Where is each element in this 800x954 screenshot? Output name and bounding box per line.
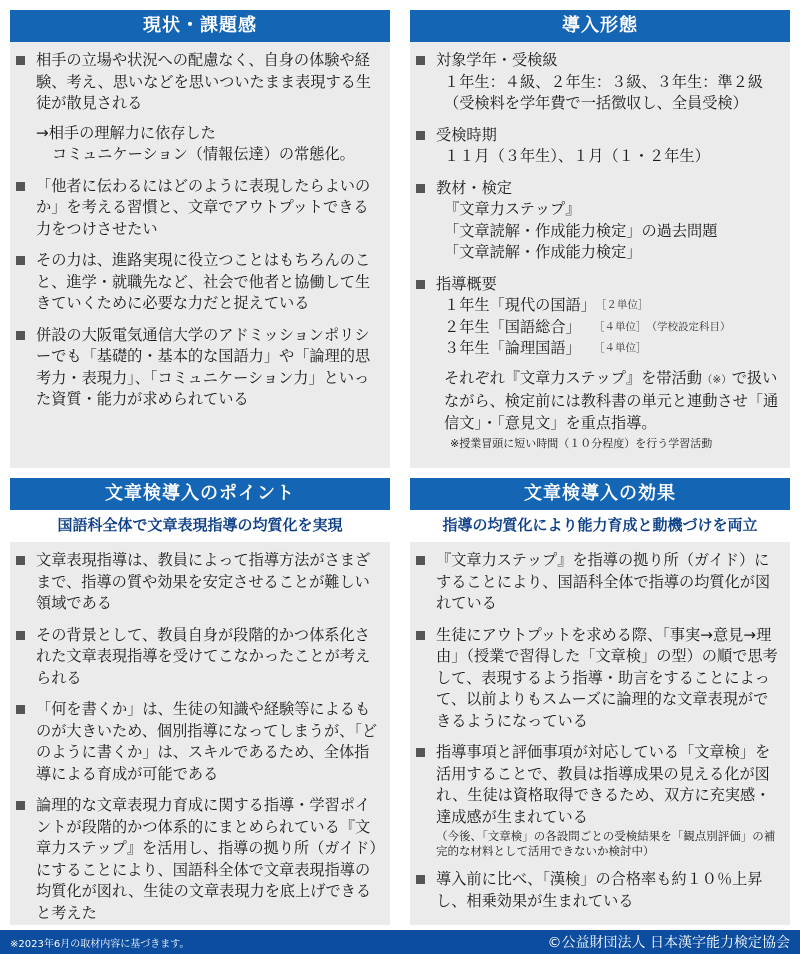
points-subtitle: 国語科全体で文章表現指導の均質化を実現 xyxy=(10,510,390,542)
list-item: 併設の大阪電気通信大学のアドミッションポリシーでも「基礎的・基本的な国語力」や「論理的思考力・表現力」、「コミュニケーション力」といった資質・能力が求められている xyxy=(16,325,380,411)
footer-bar xyxy=(0,930,800,954)
effects-panel xyxy=(410,478,790,925)
list-item: その背景として、教員自身が段階的かつ体系化された文章表現指導を受けてこなかったことが考えられる xyxy=(16,625,380,690)
square-bullet-icon xyxy=(16,631,30,640)
effects-note: （今後、「文章検」の各設問ごとの受検結果を「観点別評価」の補完的な材料として活用できないか検討中） xyxy=(436,829,776,858)
list-item: 文章表現指導は、教員によって指導方法がさまざまで、指導の質や効果を安定させることが難しい領域である xyxy=(16,550,380,615)
outline-item: 指導概要 １年生「現代の国語」 ［２単位］ ２年生「国語総合」 ［４単位］ （学校設定科目） ３年生「論理国語」 ［４単位］ それぞれ『文章力ステップ』を帯活動（※）で扱いながら、検定前には教科書の単元と連動させ「通信文」・「意見文」を重点指導。 ※授業冒頭に短い時間（１０分程度）を行う学習活動 xyxy=(416,274,780,452)
intro-panel xyxy=(410,10,790,468)
grade-item: 対象学年・受検級 １年生：４級、２年生：３級、３年生：準２級 （受検料を学年費で一括徴収し、全員受検） xyxy=(416,50,780,115)
square-bullet-icon xyxy=(16,182,30,191)
points-title: 文章検導入のポイント xyxy=(10,478,390,510)
outline-description: それぞれ『文章力ステップ』を帯活動（※）で扱いながら、検定前には教科書の単元と連動させ「通信文」・「意見文」を重点指導。 xyxy=(444,368,779,432)
status-note: →相手の理解力に依存した コミュニケーション（情報伝達）の常態化。 xyxy=(36,123,355,163)
materials-item: 教材・検定 『文章力ステップ』 「文章読解・作成能力検定」の過去問題 「文章読解・作成能力検定」 xyxy=(416,178,780,264)
effects-subtitle: 指導の均質化により能力育成と動機づけを両立 xyxy=(410,510,790,542)
intro-title: 導入形態 xyxy=(410,10,790,42)
list-item: 生徒にアウトプットを求める際、「事実→意見→理由」（授業で習得した「文章検」の型）の順で思考して、表現するよう指導・助言をすることによって、以前よりもスムーズに論理的な文章表現ができるようになっている xyxy=(416,625,780,733)
copyright: ©公益財団法人 日本漢字能力検定協会 xyxy=(547,935,790,951)
status-title: 現状・課題感 xyxy=(10,10,390,42)
list-item: 「何を書くか」は、生徒の知識や経験等によるものが大きいため、個別指導になってしまうが、「どのように書くか」は、スキルであるため、全体指導による育成が可能である xyxy=(16,699,380,785)
footer-note: ※2023年6月の取材内容に基づきます。 xyxy=(10,939,190,950)
effects-title: 文章検導入の効果 xyxy=(410,478,790,510)
status-panel xyxy=(10,10,390,468)
list-item: 導入前に比べ、「漢検」の合格率も約１０％上昇し、相乗効果が生まれている xyxy=(416,869,780,912)
list-item: 論理的な文章表現力育成に関する指導・学習ポイントが段階的かつ体系的にまとめられている『文章力ステップ』を活用し、指導の拠り所（ガイド）にすることにより、国語科全体で文章表現指導の均質化が図れ、生徒の文章表現力を底上げできると考えた xyxy=(16,795,380,924)
list-item: 『文章力ステップ』を指導の拠り所（ガイド）にすることにより、国語科全体で指導の均質化が図れている xyxy=(416,550,780,615)
course-row: ２年生「国語総合」 ［４単位］ （学校設定科目） xyxy=(444,317,731,336)
course-row: ３年生「論理国語」 ［４単位］ xyxy=(444,339,647,357)
list-item: 「他者に伝わるにはどのように表現したらよいのか」を考える習慣と、文章でアウトプットできる力をつけさせたい xyxy=(16,176,380,241)
course-row: １年生「現代の国語」 ［２単位］ xyxy=(444,296,649,314)
square-bullet-icon xyxy=(416,280,430,289)
square-bullet-icon xyxy=(416,631,430,640)
square-bullet-icon xyxy=(416,56,430,65)
timing-item: 受検時期 １１月（３年生）、１月（１・２年生） xyxy=(416,125,780,168)
square-bullet-icon xyxy=(16,331,30,340)
square-bullet-icon xyxy=(16,256,30,265)
square-bullet-icon xyxy=(416,748,430,757)
list-item: その力は、進路実現に役立つことはもちろんのこと、進学・就職先など、社会で他者と協働して生きていくために必要な力だと捉えている xyxy=(16,250,380,315)
square-bullet-icon xyxy=(16,56,30,65)
list-item: 指導事項と評価事項が対応している「文章検」を活用することで、教員は指導成果の見える化が図れ、生徒は資格取得できるため、双方に充実感・達成感が生まれている （今後、「文章検」の各設問ごとの受検結果を「観点別評価」の補完的な材料として活用できないか検討中） xyxy=(416,742,780,859)
square-bullet-icon xyxy=(16,801,30,810)
points-panel xyxy=(10,478,390,925)
square-bullet-icon xyxy=(16,556,30,565)
footnote: ※授業冒頭に短い時間（１０分程度）を行う学習活動 xyxy=(450,437,713,450)
square-bullet-icon xyxy=(416,131,430,140)
square-bullet-icon xyxy=(416,875,430,884)
square-bullet-icon xyxy=(416,184,430,193)
square-bullet-icon xyxy=(416,556,430,565)
square-bullet-icon xyxy=(16,705,30,714)
list-item: 相手の立場や状況への配慮なく、自身の体験や経験、考え、思いなどを思いついたまま表現する生徒が散見される xyxy=(16,50,380,115)
